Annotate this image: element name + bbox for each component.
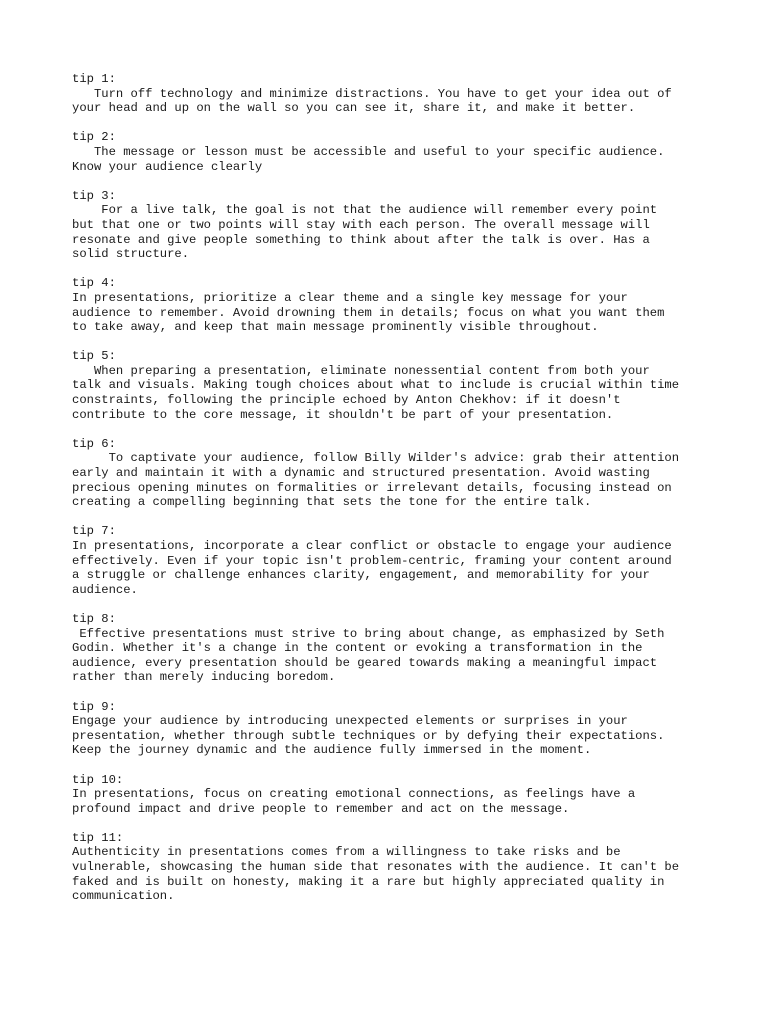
tip-label: tip 11: (72, 830, 124, 845)
tip-block-6 (72, 437, 712, 510)
tip-body: Engage your audience by introducing unexpected elements or surprises in your presentation, whether through subtle techniques or by defying their expectations. Keep the journey dynamic and the audience fully immersed in the moment. (72, 714, 665, 758)
tip-body: When preparing a presentation, eliminate nonessential content from both your talk and visuals. Making tough choices about what to include is crucial within time constraints, following the principle echoed by Anton Chekhov: if it doesn't contribute to the core message, it shouldn't be part of your presentation. (72, 363, 680, 422)
tip-body: Authenticity in presentations comes from a willingness to take risks and be vulnerable, showcasing the human side that resonates with the audience. It can't be faked and is built on honesty, making it a rare but highly appreciated quality in communication. (72, 845, 680, 904)
tip-label: tip 10: (72, 772, 124, 787)
tip-block-3 (72, 189, 712, 262)
tip-block-8 (72, 612, 712, 685)
tip-label: tip 9: (72, 699, 116, 714)
tip-label: tip 5: (72, 349, 116, 364)
tip-body: In presentations, focus on creating emotional connections, as feelings have a profound impact and drive people to remember and act on the message. (72, 787, 636, 816)
document-page (72, 72, 712, 918)
tip-block-4 (72, 276, 712, 334)
tip-label: tip 8: (72, 611, 116, 626)
tip-label: tip 1: (72, 72, 116, 86)
tip-block-5 (72, 349, 712, 422)
tip-body: Effective presentations must strive to bring about change, as emphasized by Seth Godin. Whether it's a change in the content or evoking a transformation in the audience, every presentation should be geared towards making a meaningful impact rather than merely inducing boredom. (72, 626, 665, 685)
tip-block-10 (72, 773, 712, 817)
tip-label: tip 3: (72, 188, 116, 203)
tip-label: tip 6: (72, 436, 116, 451)
tip-body: For a live talk, the goal is not that the audience will remember every point but that one or two points will stay with each person. The overall message will resonate and give people something to think about after the talk is over. Has a solid structure. (72, 203, 658, 262)
tip-body: To captivate your audience, follow Billy Wilder's advice: grab their attention early and maintain it with a dynamic and structured presentation. Avoid wasting precious opening minutes on formalities or irrelevant details, focusing instead on creating a compelling beginning that sets the tone for the entire talk. (72, 451, 680, 510)
tip-block-7 (72, 524, 712, 597)
tip-label: tip 7: (72, 524, 116, 539)
tip-body: Turn off technology and minimize distractions. You have to get your idea out of your head and up on the wall so you can see it, share it, and make it better. (72, 86, 672, 116)
tip-label: tip 4: (72, 276, 116, 291)
tip-body: In presentations, prioritize a clear theme and a single key message for your audience to remember. Avoid drowning them in details; focus on what you want them to take away, and keep that main message prominently visible throughout. (72, 290, 665, 335)
tip-block-11 (72, 831, 712, 904)
tip-block-2 (72, 130, 712, 174)
tip-label: tip 2: (72, 130, 116, 145)
tip-block-9 (72, 700, 712, 758)
tip-block-1 (72, 72, 712, 116)
tip-body: The message or lesson must be accessible and useful to your specific audience. Know your audience clearly (72, 144, 665, 174)
tip-body: In presentations, incorporate a clear conflict or obstacle to engage your audience effectively. Even if your topic isn't problem-centric, framing your content around a struggle or challenge enhances clarity, engagement, and memorability for your audience. (72, 539, 672, 597)
